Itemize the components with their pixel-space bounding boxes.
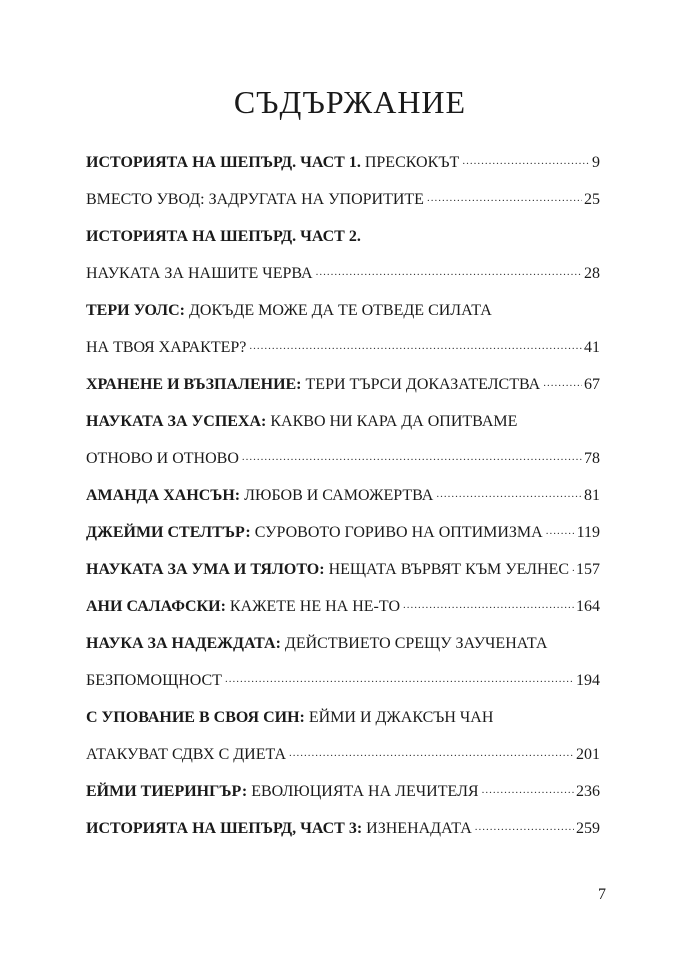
toc-entry: [86, 298, 600, 335]
toc-entry-title: [86, 298, 492, 324]
toc-entry: [86, 335, 600, 372]
toc-leader-dots: [427, 187, 582, 211]
toc-entry-heading: ИСТОРИЯТА НА ШЕПЪРД. ЧАСТ 1.: [86, 154, 361, 171]
page-title: СЪДЪРЖАНИЕ: [233, 84, 467, 120]
toc-entry: [86, 409, 600, 446]
toc-leader-dots: [482, 779, 574, 803]
toc-entry-title: [86, 816, 472, 842]
toc-entry-heading: АНИ САЛАФСКИ:: [86, 598, 226, 615]
toc-entry-page: 9: [592, 154, 600, 171]
toc-entry-subtitle: ЛЮБОВ И САМОЖЕРТВА: [240, 487, 434, 504]
toc-entry: [86, 816, 600, 853]
toc-entry-subtitle: ИЗНЕНАДАТА: [362, 820, 472, 837]
toc-entry-title: [86, 224, 361, 250]
toc-entry-heading: ЕЙМИ ТИЕРИНГЪР:: [86, 783, 248, 800]
toc-entry-page: 157: [576, 561, 600, 578]
toc-entry-title: [86, 631, 547, 657]
toc-entry: [86, 779, 600, 816]
toc-entry-subtitle: ДЕЙСТВИЕТО СРЕЩУ ЗАУЧЕНАТА: [280, 635, 548, 652]
toc-entry-title: [86, 261, 313, 287]
toc-entry-page: 201: [576, 746, 600, 763]
table-of-contents: [86, 150, 600, 853]
toc-entry-subtitle: ПРЕСКОКЪТ: [360, 154, 460, 171]
toc-entry-subtitle: КАЖЕТЕ НЕ НА НЕ-ТО: [225, 598, 400, 615]
toc-entry-subtitle: АТАКУВАТ СДВХ С ДИЕТА: [86, 746, 287, 763]
toc-entry-heading: ТЕРИ УОЛС:: [86, 302, 185, 319]
toc-entry-page: 259: [576, 820, 600, 837]
toc-entry-title: [86, 520, 543, 546]
toc-leader-dots: [316, 261, 582, 285]
toc-entry-subtitle: ВМЕСТО УВОД: ЗАДРУГАТА НА УПОРИТИТЕ: [86, 191, 424, 208]
toc-entry-heading: ИСТОРИЯТА НА ШЕПЪРД. ЧАСТ 2.: [86, 228, 361, 245]
page-number: 7: [598, 886, 606, 903]
toc-entry: [86, 187, 600, 224]
toc-entry: [86, 668, 600, 705]
toc-entry: [86, 224, 600, 261]
toc-entry-heading: ИСТОРИЯТА НА ШЕПЪРД, ЧАСТ 3:: [86, 820, 363, 837]
toc-entry: [86, 631, 600, 668]
toc-entry-heading: ХРАНЕНЕ И ВЪЗПАЛЕНИЕ:: [86, 376, 302, 393]
toc-leader-dots: [225, 668, 574, 692]
toc-entry-subtitle: ЕВОЛЮЦИЯТА НА ЛЕЧИТЕЛЯ: [247, 783, 479, 800]
toc-entry: [86, 705, 600, 742]
toc-entry-page: 164: [576, 598, 600, 615]
toc-entry-heading: ДЖЕЙМИ СТЕЛТЪР:: [86, 524, 251, 541]
toc-entry-subtitle: СУРОВОТО ГОРИВО НА ОПТИМИЗМА: [250, 524, 543, 541]
toc-entry-page: 28: [584, 265, 600, 282]
toc-entry-subtitle: БЕЗПОМОЩНОСТ: [86, 672, 222, 689]
toc-entry-title: [86, 705, 493, 731]
toc-entry-title: [86, 409, 517, 435]
toc-entry-heading: НАУКА ЗА НАДЕЖДАТА:: [86, 635, 281, 652]
toc-entry: [86, 446, 600, 483]
toc-entry-heading: С УПОВАНИЕ В СВОЯ СИН:: [86, 709, 305, 726]
toc-entry-title: [86, 557, 569, 583]
toc-entry-title: [86, 150, 459, 176]
toc-leader-dots: [572, 557, 574, 581]
toc-entry-title: [86, 187, 424, 213]
toc-entry: [86, 520, 600, 557]
toc-entry-subtitle: НАУКАТА ЗА НАШИТЕ ЧЕРВА: [86, 265, 313, 282]
toc-leader-dots: [475, 816, 574, 840]
toc-entry-heading: АМАНДА ХАНСЪН:: [86, 487, 241, 504]
toc-entry-page: 41: [584, 339, 600, 356]
toc-entry-subtitle: КАКВО НИ КАРА ДА ОПИТВАМЕ: [266, 413, 518, 430]
toc-entry-page: 236: [576, 783, 600, 800]
toc-entry-title: [86, 335, 246, 361]
toc-entry-page: 81: [584, 487, 600, 504]
toc-leader-dots: [462, 150, 590, 174]
toc-entry-title: [86, 594, 400, 620]
toc-entry: [86, 150, 600, 187]
toc-entry-page: 119: [576, 524, 600, 541]
toc-entry-subtitle: ЕЙМИ И ДЖАКСЪН ЧАН: [304, 709, 494, 726]
toc-leader-dots: [546, 520, 575, 544]
toc-entry-title: [86, 779, 479, 805]
toc-entry: [86, 483, 600, 520]
toc-entry-title: [86, 372, 540, 398]
toc-entry-page: 25: [584, 191, 600, 208]
toc-entry-title: [86, 446, 239, 472]
toc-leader-dots: [543, 372, 582, 396]
toc-entry-title: [86, 483, 433, 509]
toc-entry-page: 194: [576, 672, 600, 689]
toc-entry-page: 67: [584, 376, 600, 393]
toc-leader-dots: [289, 742, 574, 766]
toc-entry: [86, 742, 600, 779]
toc-entry-subtitle: ДОКЪДЕ МОЖЕ ДА ТЕ ОТВЕДЕ СИЛАТА: [184, 302, 492, 319]
toc-entry: [86, 557, 600, 594]
toc-entry-subtitle: НЕЩАТА ВЪРВЯТ КЪМ УЕЛНЕС: [324, 561, 569, 578]
toc-entry-page: 78: [584, 450, 600, 467]
toc-entry-subtitle: ОТНОВО И ОТНОВО: [86, 450, 239, 467]
toc-entry-subtitle: НА ТВОЯ ХАРАКТЕР?: [86, 339, 247, 356]
toc-leader-dots: [436, 483, 582, 507]
toc-entry-title: [86, 742, 286, 768]
toc-entry: [86, 261, 600, 298]
toc-entry: [86, 594, 600, 631]
toc-entry-heading: НАУКАТА ЗА УМА И ТЯЛОТО:: [86, 561, 325, 578]
toc-entry-heading: НАУКАТА ЗА УСПЕХА:: [86, 413, 267, 430]
toc-leader-dots: [403, 594, 574, 618]
toc-leader-dots: [249, 335, 582, 359]
toc-entry: [86, 372, 600, 409]
toc-entry-subtitle: ТЕРИ ТЪРСИ ДОКАЗАТЕЛСТВА: [301, 376, 541, 393]
toc-leader-dots: [242, 446, 582, 470]
toc-entry-title: [86, 668, 222, 694]
